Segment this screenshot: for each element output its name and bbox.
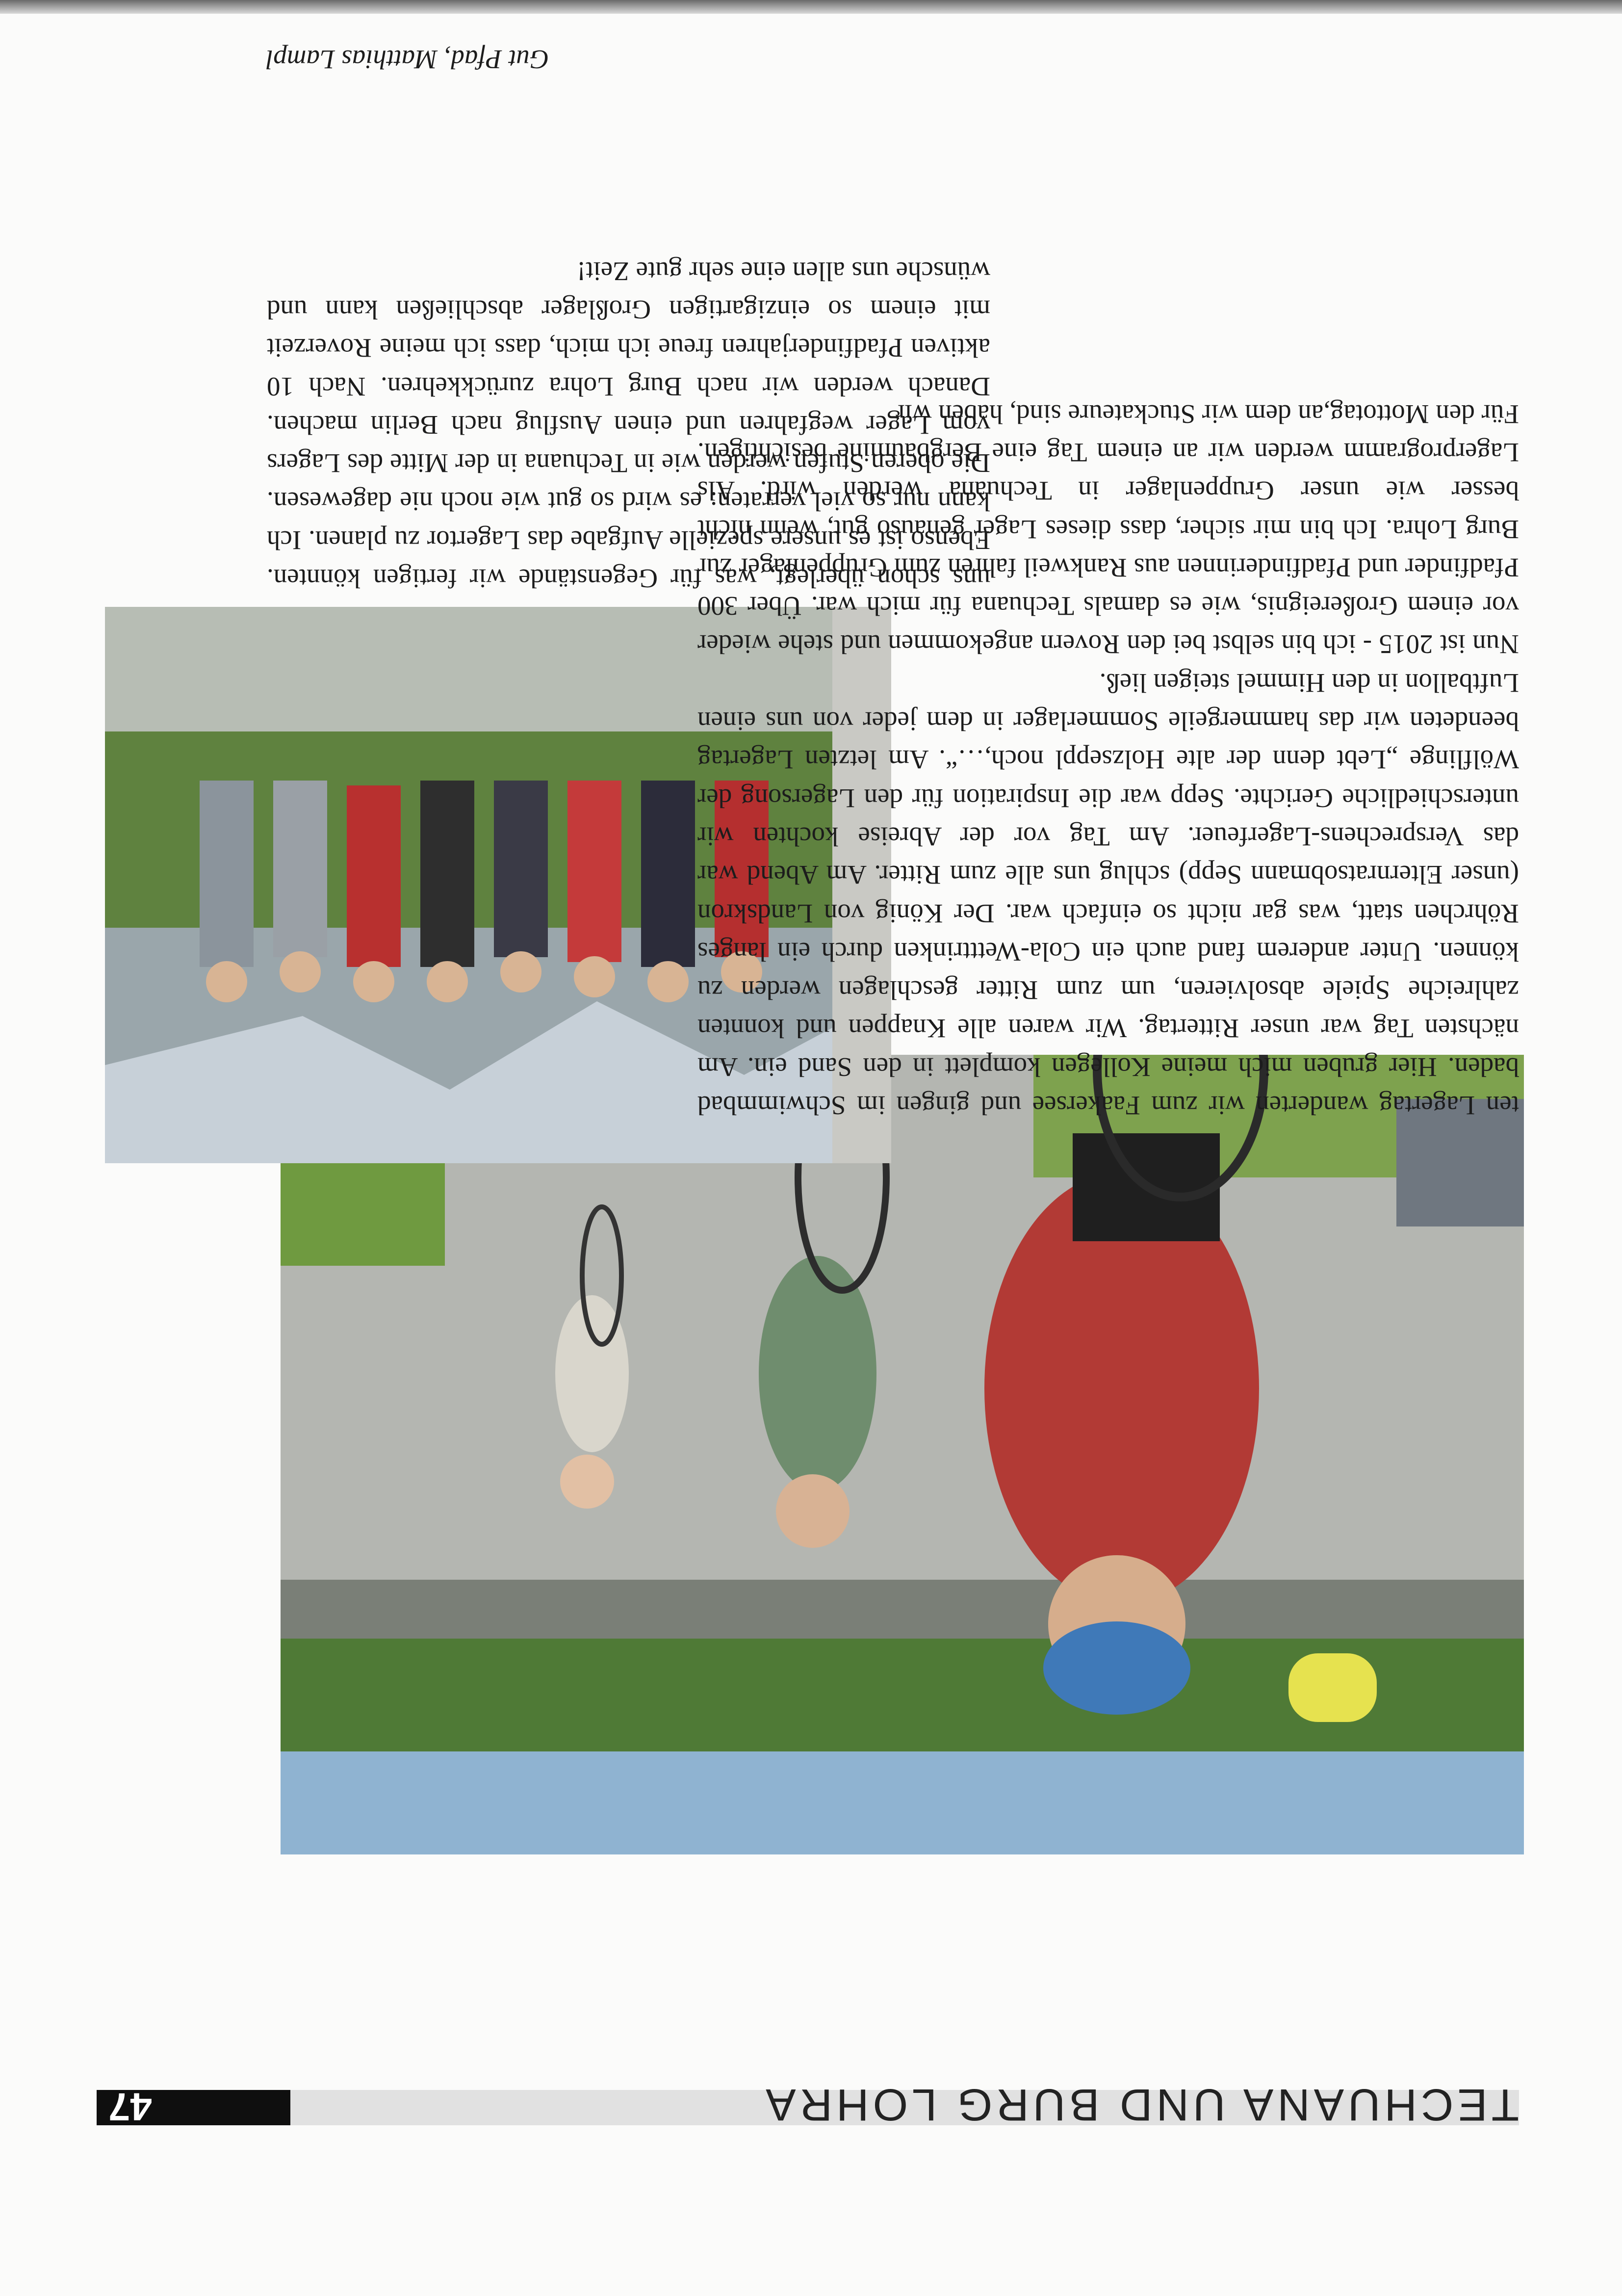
paragraph: Nun ist 2015 - ich bin selbst bei den Rovern angekommen und stehe wieder vor einem Großereignis, wie es damals Techuana für mich war. Über 300 Pfadfinder und Pfadfinderinnen aus Rankweil fahren zum Gruppenlager zur Burg Lohra. Ich bin mir sicher, dass dieses Lager genauso gut, wenn nicht besser wie unser Gruppenlager in Techuana werden wird. Als Lagerprogramm werden wir an einem Tag eine Bergbaumine besichtigen. Für den Mottotag,an dem wir Stuckateure sind, haben wir — [697, 399, 1519, 660]
page-number: 47 — [108, 2085, 152, 2129]
photo-cyclists-drawing — [281, 1055, 1524, 1854]
page-edge-shadow — [0, 0, 1622, 14]
paragraph: uns schon überlegt, was für Gegenstände wir fertigen könnten. Ebenso ist es unsere spezielle Aufgabe das Lagertor zu planen. Ich kann nur so viel verraten: es wird so gut wie noch nie dagewesen. Die oberen Stufen werden wie in Techuana in der Mitte des Lagers vom Lager wegfahren und einen Ausflug nach Berlin machen. Danach werden wir nach Burg Lohra zurückkehren. Nach 10 aktiven Pfadfinderjahren freue ich mich, dass ich meine Roverzeit mit einem so einzigartigen Großlager abschließen kann und wünsche uns allen eine sehr gute Zeit! — [267, 256, 990, 594]
author-signature: Gut Pfad, Matthias Lampl — [266, 45, 549, 75]
page-title: TECHUANA UND BURG LOHRA — [762, 2080, 1519, 2130]
paragraph: ten Lagertag wanderten wir zum Faakersee und gingen im Schwimmbad baden. Hier gruben mich meine Kollegen komplett in den Sand ein. Am nächsten Tag war unser Rittertag. Wir waren alle Knappen und konnten zahlreiche Spiele absolvieren, um zum Ritter geschlagen werden zu können. Unter anderem fand auch ein Cola-Wetttrinken durch ein langes Röhrchen statt, was gar nicht so einfach war. Der König von Landskron (unser Elternratsobmann Sepp) schlug uns alle zum Ritter. Am Abend war das Versprechens-Lagerfeuer. Am Tag vor der Abreise kochten wir unterschiedliche Gerichte. Sepp war die Inspiration für den Lagersong der Wölflinge „Lebt denn der alte Holzseppl noch,…“. Am letzten Lagertag beendeten wir das hammergeile Sommerlager in dem jeder von uns einen Luftballon in den Himmel steigen ließ. — [697, 668, 1519, 1121]
page-header — [97, 2080, 1519, 2130]
page-number-box — [97, 2085, 290, 2129]
text-column-left — [697, 394, 1519, 1124]
photo-cyclists — [281, 1055, 1524, 1854]
